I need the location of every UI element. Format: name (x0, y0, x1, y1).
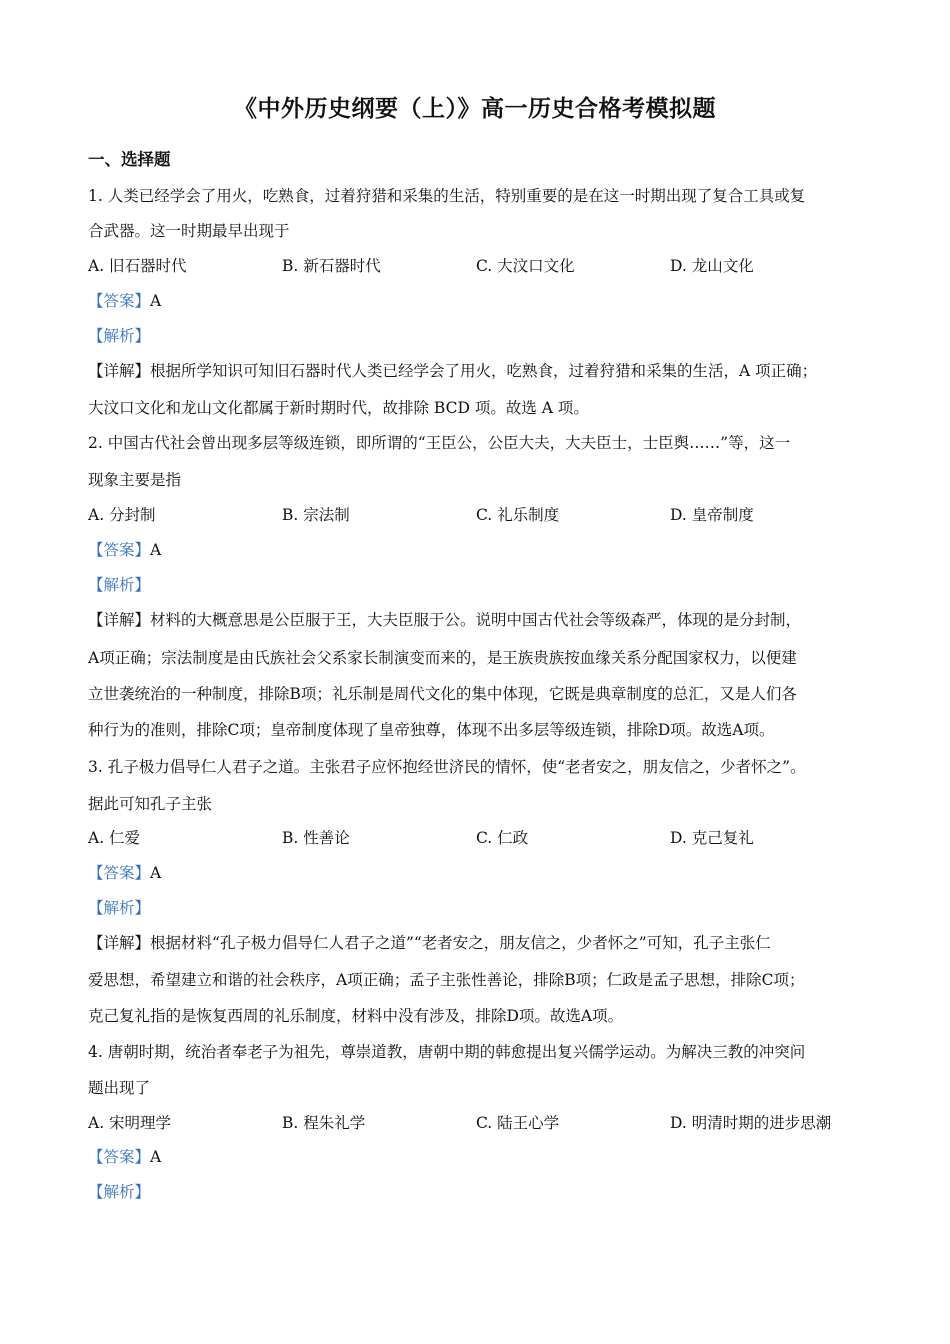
question-2-detail-line-1 (88, 608, 801, 630)
question-1-detail-line-1 (88, 359, 817, 381)
question-2-option-d: D. 皇帝制度 (670, 506, 754, 524)
section-heading: 一、选择题 (88, 150, 171, 169)
detail-label: 【详解】 (88, 934, 151, 952)
answer-value: A (150, 541, 162, 559)
question-2-detail-line-2: A项正确；宗法制度是由氏族社会父系家长制演变而来的，是王族贵族按血缘关系分配国家权力，以便建 (88, 649, 797, 667)
question-3-answer (88, 861, 161, 883)
question-1-option-b: B. 新石器时代 (282, 257, 381, 275)
question-2-option-c: C. 礼乐制度 (476, 506, 560, 524)
question-1-detail-line-2: 大汶口文化和龙山文化都属于新时期时代，故排除 BCD 项。故选 A 项。 (88, 399, 589, 417)
question-4-option-b: B. 程朱礼学 (282, 1114, 366, 1132)
answer-value: A (150, 1148, 162, 1166)
question-2-detail-line-3: 立世袭统治的一种制度，排除B项；礼乐制是周代文化的集中体现，它既是典章制度的总汇，又是人们各 (88, 685, 797, 703)
question-3-options (88, 826, 868, 850)
question-3-stem-line-1: 3. 孔子极力倡导仁人君子之道。主张君子应怀抱经世济民的情怀，使“老者安之，朋友信之，少者怀之”。 (88, 758, 806, 776)
detail-label: 【详解】 (88, 362, 151, 380)
detail-text: 根据材料“孔子极力倡导仁人君子之道”“老者安之，朋友信之，少者怀之”可知，孔子主张仁 (150, 934, 771, 952)
question-4-answer (88, 1145, 161, 1167)
answer-label: 【答案】 (88, 292, 151, 310)
question-4-option-a: A. 宋明理学 (88, 1114, 172, 1132)
document-title: 《中外历史纲要（上）》高一历史合格考模拟题 (234, 95, 716, 122)
answer-label: 【答案】 (88, 541, 151, 559)
question-4-option-d: D. 明清时期的进步思潮 (670, 1114, 832, 1132)
question-3-option-b: B. 性善论 (282, 829, 350, 847)
detail-text: 材料的大概意思是公臣服于王，大夫臣服于公。说明中国古代社会等级森严，体现的是分封制， (150, 611, 802, 629)
question-3-stem-line-2: 据此可知孔子主张 (88, 795, 213, 813)
analysis-label: 【解析】 (88, 327, 151, 345)
answer-value: A (150, 292, 162, 310)
question-3-detail-line-2: 爱思想，希望建立和谐的社会秩序，A项正确；孟子主张性善论，排除B项；仁政是孟子思想，排除C项； (88, 971, 805, 989)
question-3-option-a: A. 仁爱 (88, 829, 141, 847)
detail-label: 【详解】 (88, 611, 151, 629)
question-3-detail-line-3: 克己复礼指的是恢复西周的礼乐制度，材料中没有涉及，排除D项。故选A项。 (88, 1007, 624, 1025)
question-2-option-a: A. 分封制 (88, 506, 156, 524)
question-2-stem-line-1: 2. 中国古代社会曾出现多层等级连锁，即所谓的“王臣公，公臣大夫，大夫臣士，士臣舆……”等，这一 (88, 434, 791, 452)
question-3-detail-line-1 (88, 931, 771, 953)
question-1-option-d: D. 龙山文化 (670, 257, 754, 275)
detail-text: 根据所学知识可知旧石器时代人类已经学会了用火，吃熟食，过着狩猎和采集的生活，A 项正确； (150, 362, 818, 380)
question-1-stem-line-1: 1. 人类已经学会了用火，吃熟食，过着狩猎和采集的生活，特别重要的是在这一时期出现了复合工具或复 (88, 187, 806, 205)
answer-label: 【答案】 (88, 1148, 151, 1166)
question-1-stem-line-2: 合武器。这一时期最早出现于 (88, 222, 290, 240)
analysis-label: 【解析】 (88, 576, 151, 594)
question-2-option-b: B. 宗法制 (282, 506, 350, 524)
question-4-option-c: C. 陆王心学 (476, 1114, 560, 1132)
question-2-options (88, 503, 868, 527)
answer-label: 【答案】 (88, 864, 151, 882)
question-4-options (88, 1111, 868, 1135)
question-2-stem-line-2: 现象主要是指 (88, 471, 182, 489)
analysis-label: 【解析】 (88, 1183, 151, 1201)
question-1-options (88, 254, 868, 278)
question-1-answer (88, 289, 161, 311)
question-1-option-a: A. 旧石器时代 (88, 257, 187, 275)
question-2-detail-line-4: 种行为的准则，排除C项；皇帝制度体现了皇帝独尊，体现不出多层等级连锁，排除D项。故选A项。 (88, 721, 775, 739)
question-3-analysis (88, 896, 150, 918)
question-1-option-c: C. 大汶口文化 (476, 257, 575, 275)
question-2-analysis (88, 573, 150, 595)
question-4-stem-line-1: 4. 唐朝时期，统治者奉老子为祖先，尊崇道教，唐朝中期的韩愈提出复兴儒学运动。为解决三教的冲突问 (88, 1043, 806, 1061)
question-2-answer (88, 538, 161, 560)
answer-value: A (150, 864, 162, 882)
question-4-analysis (88, 1180, 150, 1202)
question-1-analysis (88, 324, 150, 346)
question-3-option-c: C. 仁政 (476, 829, 529, 847)
question-4-stem-line-2: 题出现了 (88, 1079, 151, 1097)
analysis-label: 【解析】 (88, 899, 151, 917)
question-3-option-d: D. 克己复礼 (670, 829, 754, 847)
